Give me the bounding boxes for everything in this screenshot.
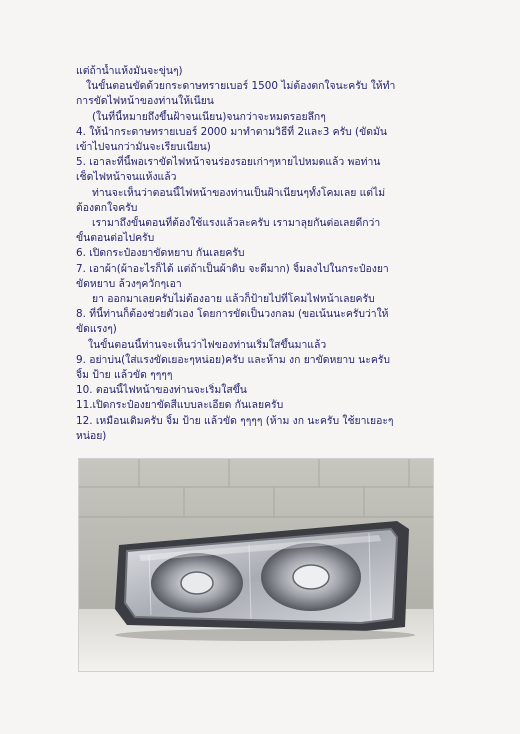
text-line: ต้องตกใจครับ [76,201,138,214]
text-line: หน่อย) [76,429,107,442]
text-line: (ในที่นี้หมายถึงขึ้นฝ้าจนเนียน)จนกว่าจะหมดรอยลึกๆ [92,110,326,123]
step-9-text: 9. อย่าบ่น(ใส่แรงขัดเยอะๆหน่อย)ครับ และห้าม งก ยาขัดหยาบ นะครับ [76,353,390,366]
text-line: จิ้ม ป้าย แล้วขัด ๆๆๆๆ [76,369,173,382]
text-line: เรามาถึงขั้นตอนที่ต้องใช้แรงแล้วละครับ เรามาลุยกันต่อเลยดีกว่า [92,217,381,230]
step-11-text: 11.เปิดกระป๋องยาขัดสีแบบละเอียด กันเลยครับ [76,399,284,412]
text-line: การขัดไฟหน้าของท่านให้เนียน [76,95,214,108]
step-5-text: 5. เอาละที่นี้พอเราขัดไฟหน้าจนร่องรอยเก่าๆหายไปหมดแล้ว พอท่าน [76,156,381,169]
text-line: เข้าไปจนกว่ามันจะเรียบเนียน) [76,141,211,154]
text-line: ในขั้นตอนขัดด้วยกระดาษทรายเบอร์ 1500 ไม่ต้องตกใจนะครับ ให้ทำ [86,80,396,93]
text-line: ขัดแรงๆ) [76,323,117,336]
step-6-text: 6. เปิดกระป๋องยาขัดหยาบ กันเลยครับ [76,247,245,260]
step-12-text: 12. เหมือนเดิมครับ จิ้ม ป้าย แล้วขัด ๆๆๆๆ (ห้าม งก นะครับ ใช้ยาเยอะๆ [76,414,394,427]
step-4-text: 4. ให้นำกระดาษทรายเบอร์ 2000 มาทำตามวิธีที่ 2และ3 ครับ (ขัดมัน [76,125,387,138]
step-7-text: 7. เอาผ้า(ผ้าอะไรก็ได้ แต่ถ้าเป็นผ้าดิบ จะดีมาก) จิ้มลงไปในกระป๋องยา [76,262,389,275]
text-line: ท่านจะเห็นว่าตอนนี้ไฟหน้าของท่านเป็นฝ้าเนียนๆทั้งโคมเลย แต่ไม่ [92,186,386,199]
step-8-text: 8. ที่นี้ท่านก็ต้องช่วยตัวเอง โดยการขัดเป็นวงกลม (ขอเน้นนะครับว่าให้ [76,308,389,321]
text-line: เช็ดไฟหน้าจนแห้งแล้ว [76,171,177,184]
text-line: ในขั้นตอนนี้ท่านจะเห็นว่าไฟของท่านเริ่มใสขึ้นมาแล้ว [88,338,327,351]
headlight-illustration [79,459,433,671]
text-line: แต่ถ้าน้ำแห้งมันจะขุ่นๆ) [76,65,183,77]
text-line: ขั้นตอนต่อไปครับ [76,232,155,245]
text-line: ยา ออกมาเลยครับไม่ต้องอาย แล้วก็ป้ายไปที่โคมไฟหน้าเลยครับ [92,293,375,306]
headlight-photo [78,458,434,672]
text-line: ขัดหยาบ ล้วงๆควักๆเอา [76,277,182,290]
instruction-text [76,64,446,444]
step-10-text: 10. ตอนนี้ไฟหน้าของท่านจะเริ่มใสขึ้น [76,384,247,397]
